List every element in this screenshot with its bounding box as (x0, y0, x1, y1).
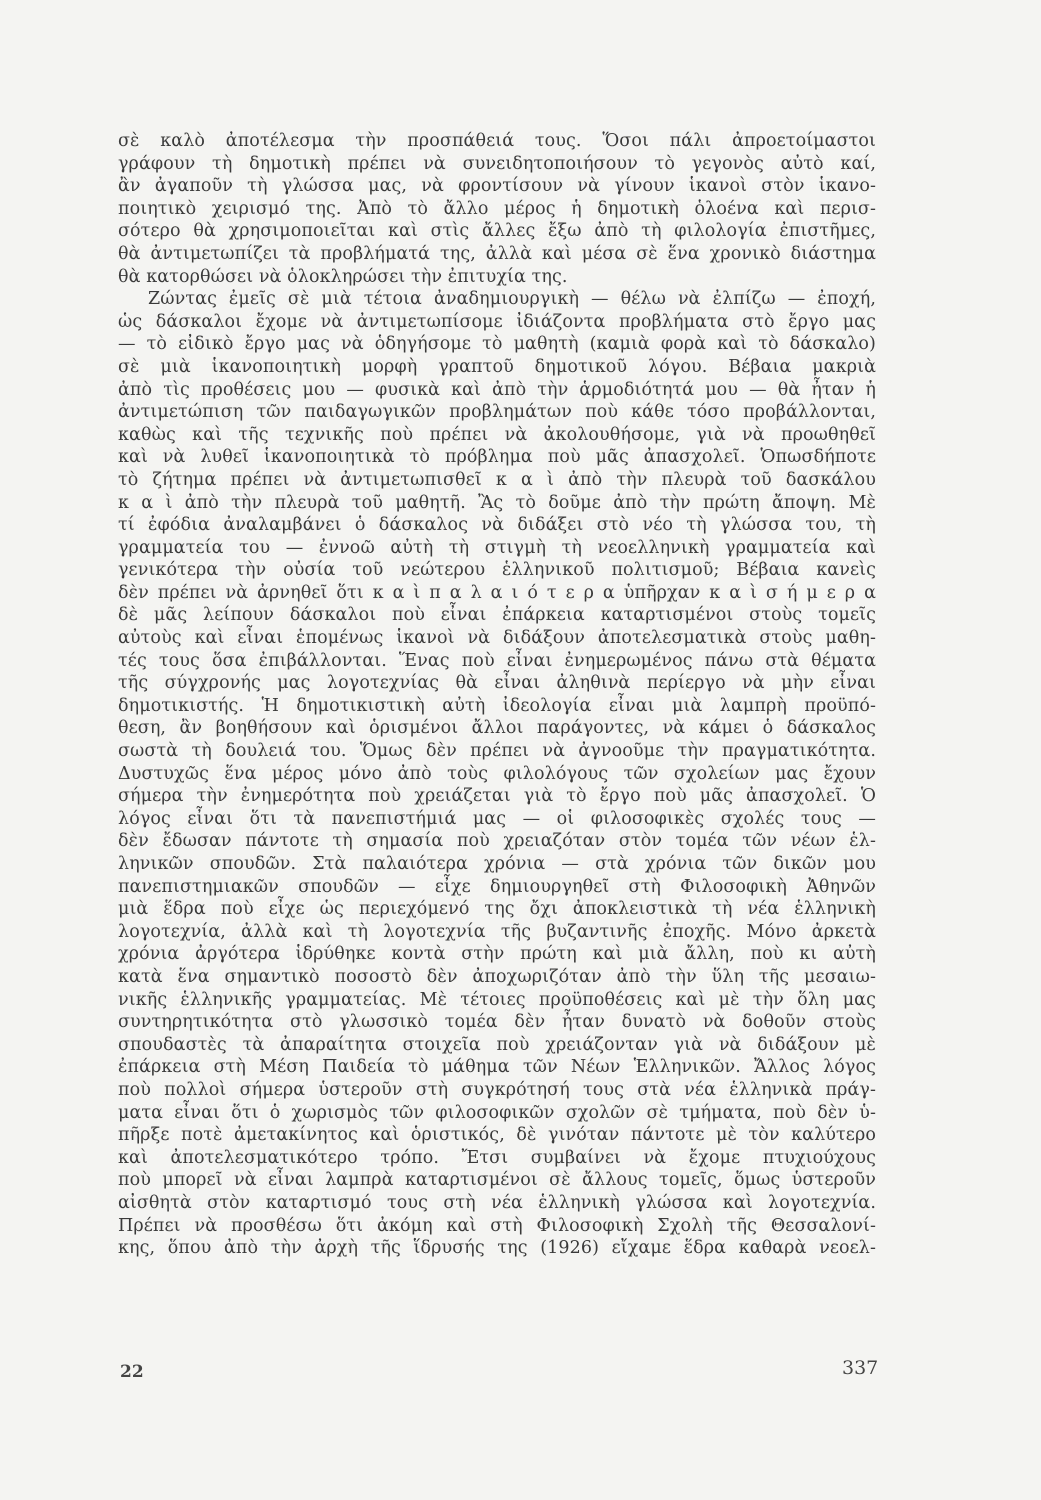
text-line: ματα εἶναι ὅτι ὁ χωρισμὸς τῶν φιλοσοφικῶν σχολῶν σὲ τμήματα, ποὺ δὲν ὑ- (118, 1102, 876, 1123)
text-line: ὡς δάσκαλοι ἔχομε νὰ ἀντιμετωπίσομε ἰδιάζοντα προβλήματα στὸ ἔργο μας (118, 311, 876, 332)
text-line: μιὰ ἕδρα ποὺ εἶχε ὡς περιεχόμενό της ὄχι ἀποκλειστικὰ τὴ νέα ἑλληνικὴ (118, 899, 876, 920)
text-line: ποὺ μπορεῖ νὰ εἶναι λαμπρὰ καταρτισμένοι σὲ ἄλλους τομεῖς, ὅμως ὑστεροῦν (118, 1170, 876, 1191)
text-line: πῆρξε ποτὲ ἀμετακίνητος καὶ ὁριστικός, δὲ γινόταν πάντοτε μὲ τὸν καλύτερο (118, 1125, 876, 1146)
text-line: δὲν ἔδωσαν πάντοτε τὴ σημασία ποὺ χρειαζόταν στὸν τομέα τῶν νέων ἑλ- (118, 831, 876, 852)
text-line: σήμερα τὴν ἐνημερότητα ποὺ χρειάζεται γιὰ τὸ ἔργο ποὺ μᾶς ἀπασχολεῖ. Ὁ (118, 786, 876, 807)
page-number: 337 (842, 1357, 879, 1379)
text-line: συντηρητικότητα στὸ γλωσσικὸ τομέα δὲν ἦταν δυνατὸ νὰ δοθοῦν στοὺς (118, 1012, 876, 1033)
text-line: ἂν ἀγαποῦν τὴ γλώσσα μας, νὰ φροντίσουν νὰ γίνουν ἱκανοὶ στὸν ἱκανο- (118, 176, 876, 197)
text-line: καὶ νὰ λυθεῖ ἱκανοποιητικὰ τὸ πρόβλημα ποὺ μᾶς ἀπασχολεῖ. Ὁπωσδήποτε (118, 447, 876, 468)
text-line: σπουδαστὲς τὰ ἀπαραίτητα στοιχεῖα ποὺ χρειάζονταν γιὰ νὰ διδάξουν μὲ (118, 1034, 876, 1055)
signature-mark: 22 (120, 1362, 144, 1382)
text-line: τὸ ζήτημα πρέπει νὰ ἀντιμετωπισθεῖ κ α ὶ ἀπὸ τὴν πλευρὰ τοῦ δασκάλου (118, 469, 876, 490)
text-line: ληνικῶν σπουδῶν. Στὰ παλαιότερα χρόνια — στὰ χρόνια τῶν δικῶν μου (118, 854, 876, 874)
text-line: τί ἐφόδια ἀναλαμβάνει ὁ δάσκαλος νὰ διδάξει στὸ νέο τὴ γλώσσα του, τὴ (118, 515, 876, 536)
text-line: καθὼς καὶ τῆς τεχνικῆς ποὺ πρέπει νὰ ἀκολουθήσομε, γιὰ νὰ προωθηθεῖ (118, 424, 876, 445)
text-line: καὶ ἀποτελεσματικότερο τρόπο. Ἔτσι συμβαίνει νὰ ἔχομε πτυχιούχους (118, 1147, 876, 1168)
text-line: Δυστυχῶς ἕνα μέρος μόνο ἀπὸ τοὺς φιλολόγους τῶν σχολείων μας ἔχουν (118, 763, 876, 784)
text-line: ποὺ πολλοὶ σήμερα ὑστεροῦν στὴ συγκρότησή τους στὰ νέα ἑλληνικὰ πράγ- (118, 1079, 876, 1100)
text-line: νικῆς ἑλληνικῆς γραμματείας. Μὲ τέτοιες προϋποθέσεις καὶ μὲ τὴν ὅλη μας (118, 989, 876, 1010)
text-line: σότερο θὰ χρησιμοποιεῖται καὶ στὶς ἄλλες ἔξω ἀπὸ τὴ φιλολογία ἐπιστῆμες, (118, 221, 876, 242)
text-line: γραμματεία του — ἐννοῶ αὐτὴ τὴ στιγμὴ τὴ νεοελληνικὴ γραμματεία καὶ (118, 537, 876, 558)
text-line: ἐπάρκεια στὴ Μέση Παιδεία τὸ μάθημα τῶν Νέων Ἑλληνικῶν. Ἄλλος λόγος (118, 1057, 876, 1078)
text-line: θὰ ἀντιμετωπίζει τὰ προβλήματά της, ἀλλὰ καὶ μέσα σὲ ἕνα χρονικὸ διάστημα (118, 243, 876, 264)
text-line: γενικότερα τὴν οὐσία τοῦ νεώτερου ἑλληνικοῦ πολιτισμοῦ; Βέβαια κανεὶς (118, 560, 876, 581)
text-line: Ζώντας ἐμεῖς σὲ μιὰ τέτοια ἀναδημιουργικὴ — θέλω νὰ ἐλπίζω — ἐποχή, (148, 289, 876, 310)
text-line: κατὰ ἕνα σημαντικὸ ποσοστὸ δὲν ἀποχωριζόταν ἀπὸ τὴν ὕλη τῆς μεσαιω- (118, 966, 876, 987)
text-line: δὲν πρέπει νὰ ἀρνηθεῖ ὅτι κ α ὶ π α λ α ι ό τ ε ρ α ὑπῆρχαν κ α ὶ σ ή μ ε ρ α (118, 582, 876, 603)
text-line: σὲ μιὰ ἱκανοποιητικὴ μορφὴ γραπτοῦ δημοτικοῦ λόγου. Βέβαια μακριὰ (118, 356, 876, 377)
text-line: κ α ὶ ἀπὸ τὴν πλευρὰ τοῦ μαθητῆ. Ἂς τὸ δοῦμε ἀπὸ τὴν πρώτη ἄποψη. Μὲ (118, 492, 876, 513)
text-line: θὰ κατορθώσει νὰ ὁλοκληρώσει τὴν ἐπιτυχία της. (118, 266, 568, 287)
text-line: λόγος εἶναι ὅτι τὰ πανεπιστήμιά μας — οἱ φιλοσοφικὲς σχολές τους — (118, 808, 876, 829)
text-line: αὐτοὺς καὶ εἶναι ἑπομένως ἱκανοὶ νὰ διδάξουν ἀποτελεσματικὰ στοὺς μαθη- (118, 628, 876, 649)
text-line: γράφουν τὴ δημοτικὴ πρέπει νὰ συνειδητοποιήσουν τὸ γεγονὸς αὐτὸ καί, (118, 153, 876, 174)
text-line: πανεπιστημιακῶν σπουδῶν — εἶχε δημιουργηθεῖ στὴ Φιλοσοφικὴ Ἀθηνῶν (118, 876, 876, 897)
text-line: χρόνια ἀργότερα ἱδρύθηκε κοντὰ στὴν πρώτη καὶ μιὰ ἄλλη, ποὺ κι αὐτὴ (118, 944, 876, 965)
paragraph (118, 288, 876, 1260)
text-line: δημοτικιστής. Ἡ δημοτικιστικὴ αὐτὴ ἰδεολογία εἶναι μιὰ λαμπρὴ προϋπό- (118, 695, 876, 716)
text-line: τῆς σύγχρονής μας λογοτεχνίας θὰ εἶναι ἀληθινὰ περίεργο νὰ μὴν εἶναι (118, 673, 876, 694)
paragraph (118, 130, 876, 288)
text-line: ἀπὸ τὶς προθέσεις μου — φυσικὰ καὶ ἀπὸ τὴν ἁρμοδιότητά μου — θὰ ἦταν ἡ (118, 379, 876, 400)
text-line: τές τους ὅσα ἐπιβάλλονται. Ἕνας ποὺ εἶναι ἐνημερωμένος πάνω στὰ θέματα (118, 650, 876, 671)
text-line: σωστὰ τὴ δουλειά του. Ὅμως δὲν πρέπει νὰ ἀγνοοῦμε τὴν πραγματικότητα. (118, 741, 876, 762)
text-line: δὲ μᾶς λείπουν δάσκαλοι ποὺ εἶναι ἐπάρκεια καταρτισμένοι στοὺς τομεῖς (118, 605, 876, 626)
text-line: θεση, ἂν βοηθήσουν καὶ ὁρισμένοι ἄλλοι παράγοντες, νὰ κάμει ὁ δάσκαλος (118, 718, 876, 739)
text-line: ἀντιμετώπιση τῶν παιδαγωγικῶν προβλημάτων ποὺ κάθε τόσο προβάλλονται, (118, 402, 876, 423)
text-line: Πρέπει νὰ προσθέσω ὅτι ἀκόμη καὶ στὴ Φιλοσοφικὴ Σχολὴ τῆς Θεσσαλονί- (118, 1215, 876, 1236)
text-line: — τὸ εἰδικὸ ἔργο μας νὰ ὁδηγήσομε τὸ μαθητὴ (καμιὰ φορὰ καὶ τὸ δάσκαλο) (118, 334, 876, 355)
body-text (118, 130, 876, 1260)
text-line: αἰσθητὰ στὸν καταρτισμό τους στὴ νέα ἑλληνικὴ γλώσσα καὶ λογοτεχνία. (118, 1192, 876, 1213)
text-line: κης, ὅπου ἀπὸ τὴν ἀρχὴ τῆς ἵδρυσής της (1926) εἴχαμε ἕδρα καθαρὰ νεοελ- (118, 1238, 876, 1259)
text-line: ποιητικὸ χειρισμό της. Ἀπὸ τὸ ἄλλο μέρος ἡ δημοτικὴ ὁλοένα καὶ περισ- (118, 198, 876, 219)
text-line: λογοτεχνία, ἀλλὰ καὶ τὴ λογοτεχνία τῆς βυζαντινῆς ἐποχῆς. Μόνο ἀρκετὰ (118, 921, 876, 942)
text-line: σὲ καλὸ ἀποτέλεσμα τὴν προσπάθειά τους. Ὅσοι πάλι ἀπροετοίμαστοι (118, 131, 876, 151)
